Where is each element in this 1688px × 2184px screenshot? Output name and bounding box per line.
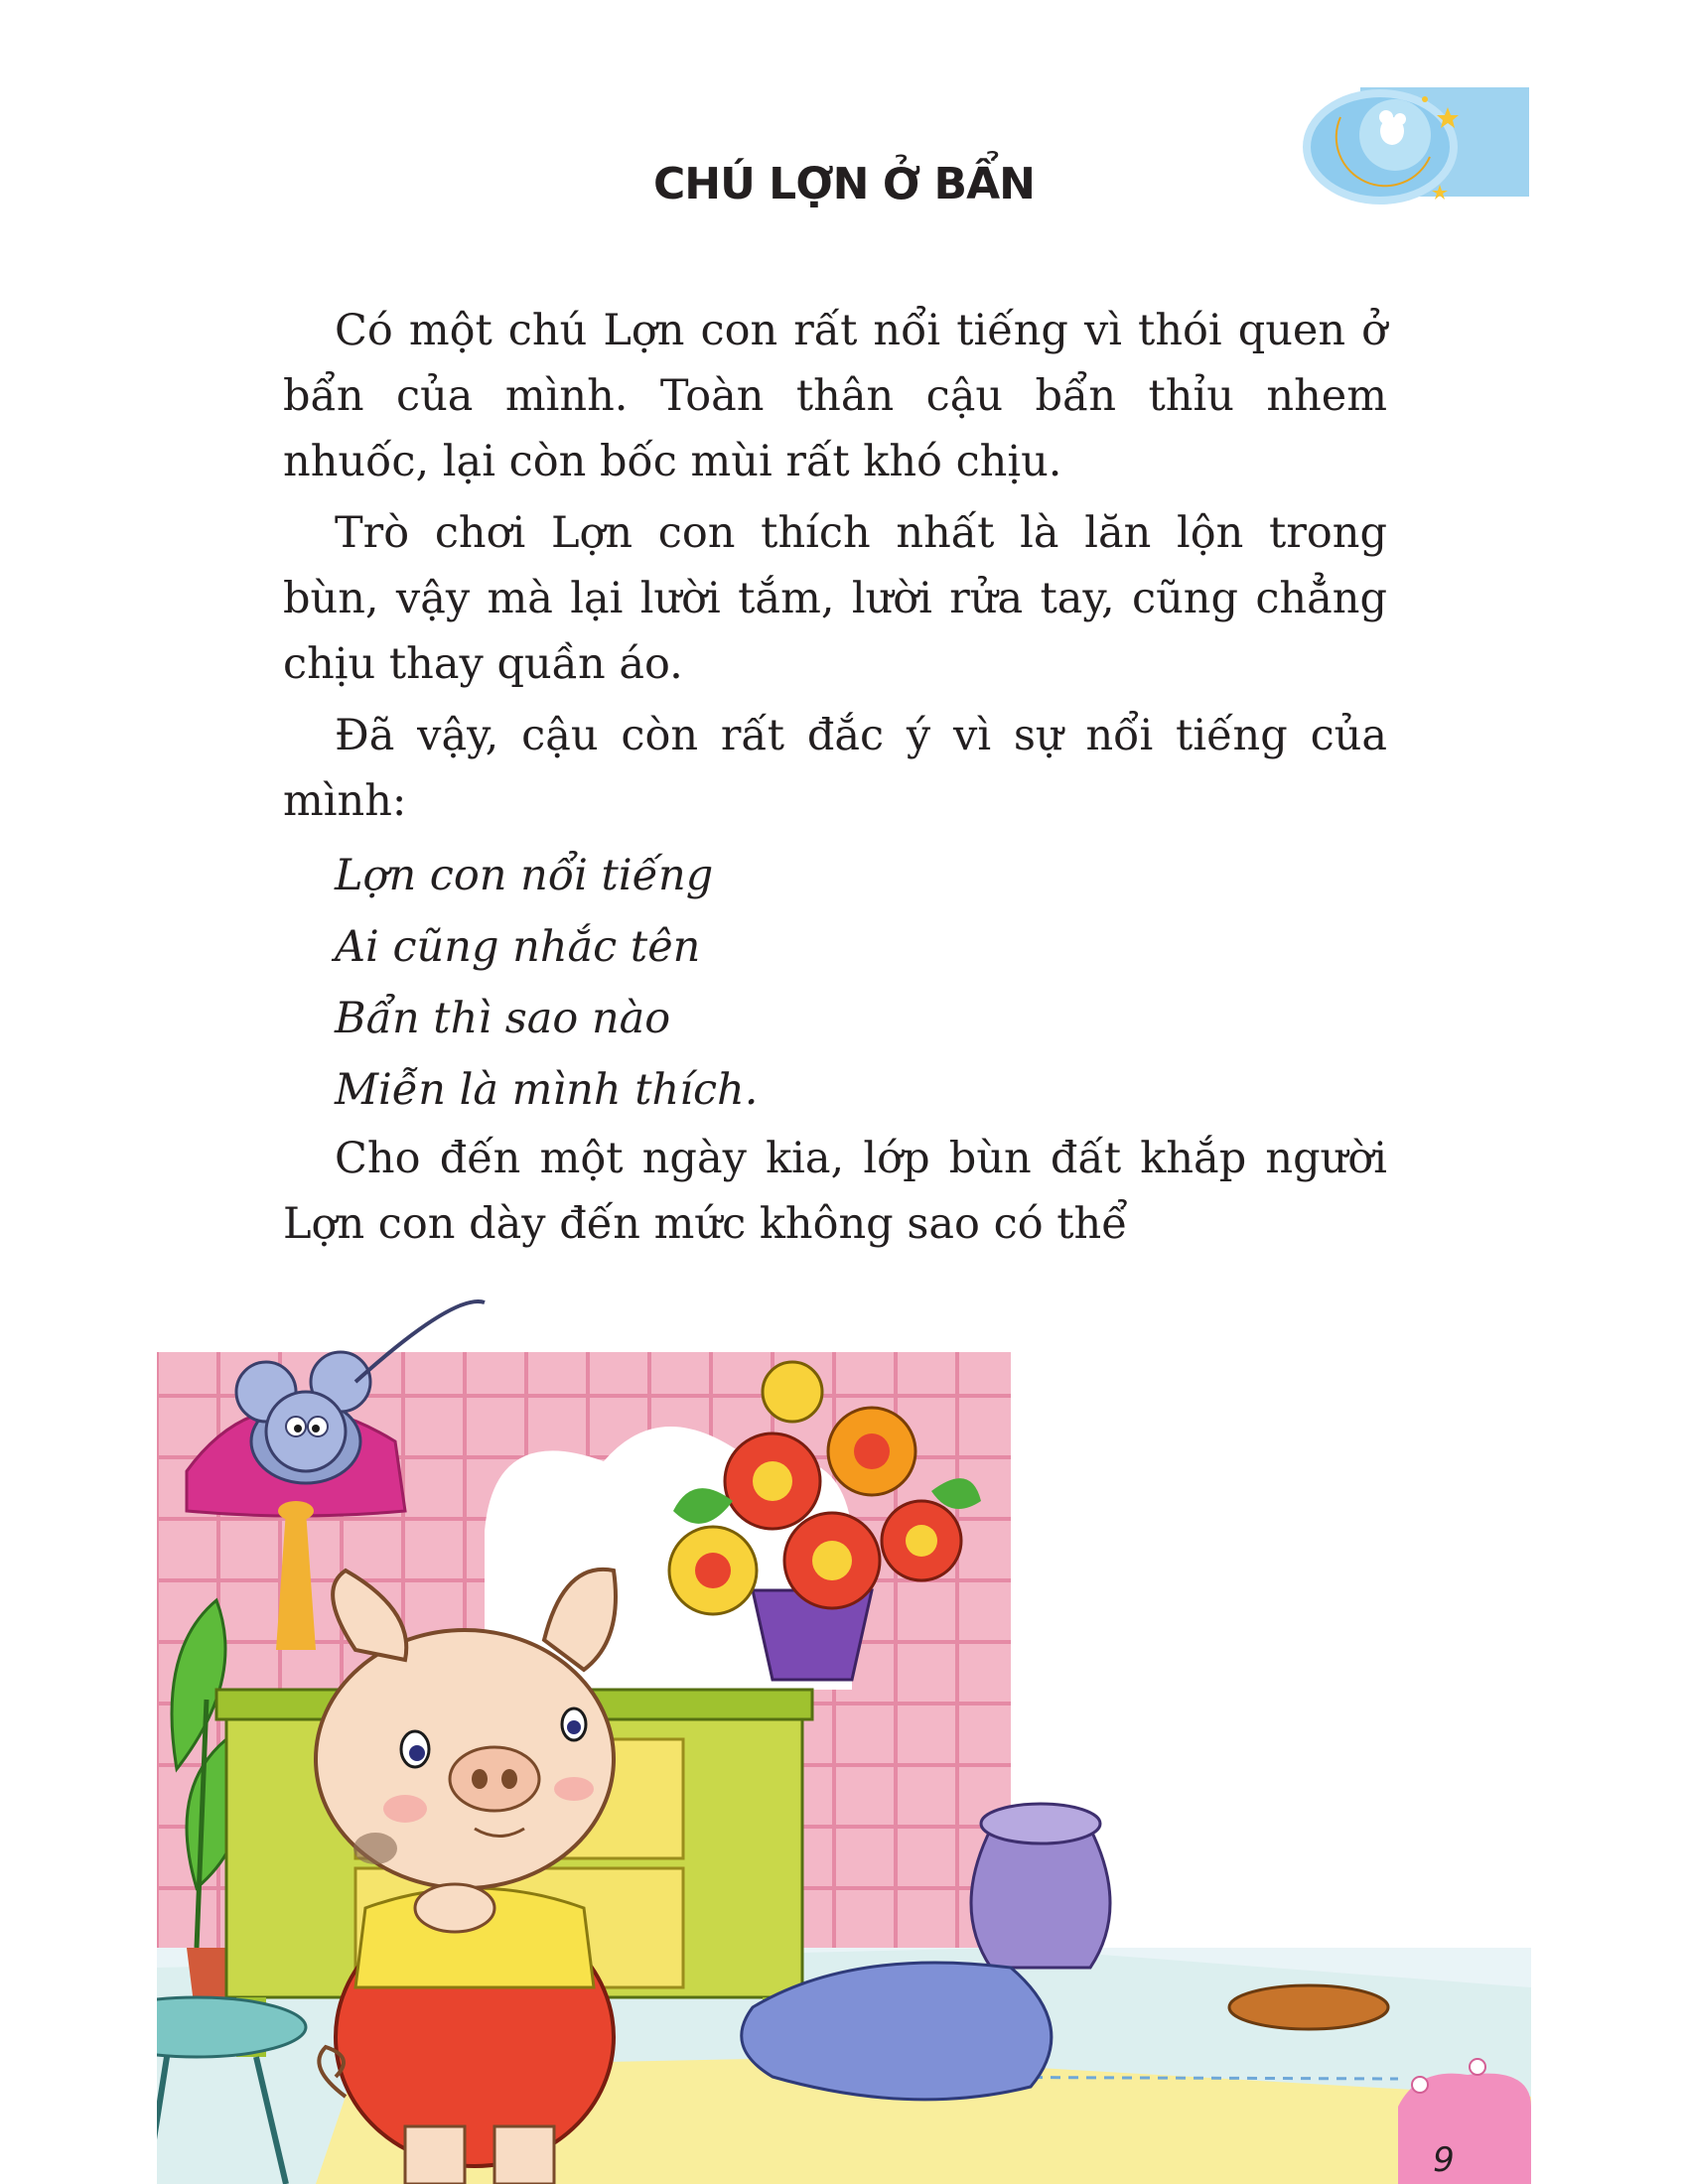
poem-line: Lợn con nổi tiếng	[335, 851, 714, 900]
paragraph: Có một chú Lợn con rất nổi tiếng vì thói quen ở bẩn của mình. Toàn thân cậu bẩn thỉu nhem nhuốc, lại còn bốc mùi rất khó chịu.	[283, 306, 1387, 486]
paragraph: Cho đến một ngày kia, lớp bùn đất khắp người Lợn con dày đến mức không sao có thể	[283, 1134, 1387, 1249]
paragraph: Trò chơi Lợn con thích nhất là lăn lộn trong bùn, vậy mà lại lười tắm, lười rửa tay, cũng chẳng chịu thay quần áo.	[283, 508, 1387, 689]
story-title: CHÚ LỢN Ở BẨN	[653, 159, 1035, 209]
poem-line: Ai cũng nhắc tên	[335, 922, 701, 972]
poem-line: Bẩn thì sao nào	[335, 994, 671, 1043]
paragraph: Đã vậy, cậu còn rất đắc ý vì sự nổi tiếng của mình:	[283, 711, 1387, 826]
page-number: 9	[1433, 2140, 1455, 2180]
pig-in-room-illustration	[157, 1273, 1531, 2184]
story-body	[283, 298, 1387, 1263]
poem	[283, 840, 1387, 1126]
poem-line: Miễn là mình thích.	[335, 1065, 759, 1115]
